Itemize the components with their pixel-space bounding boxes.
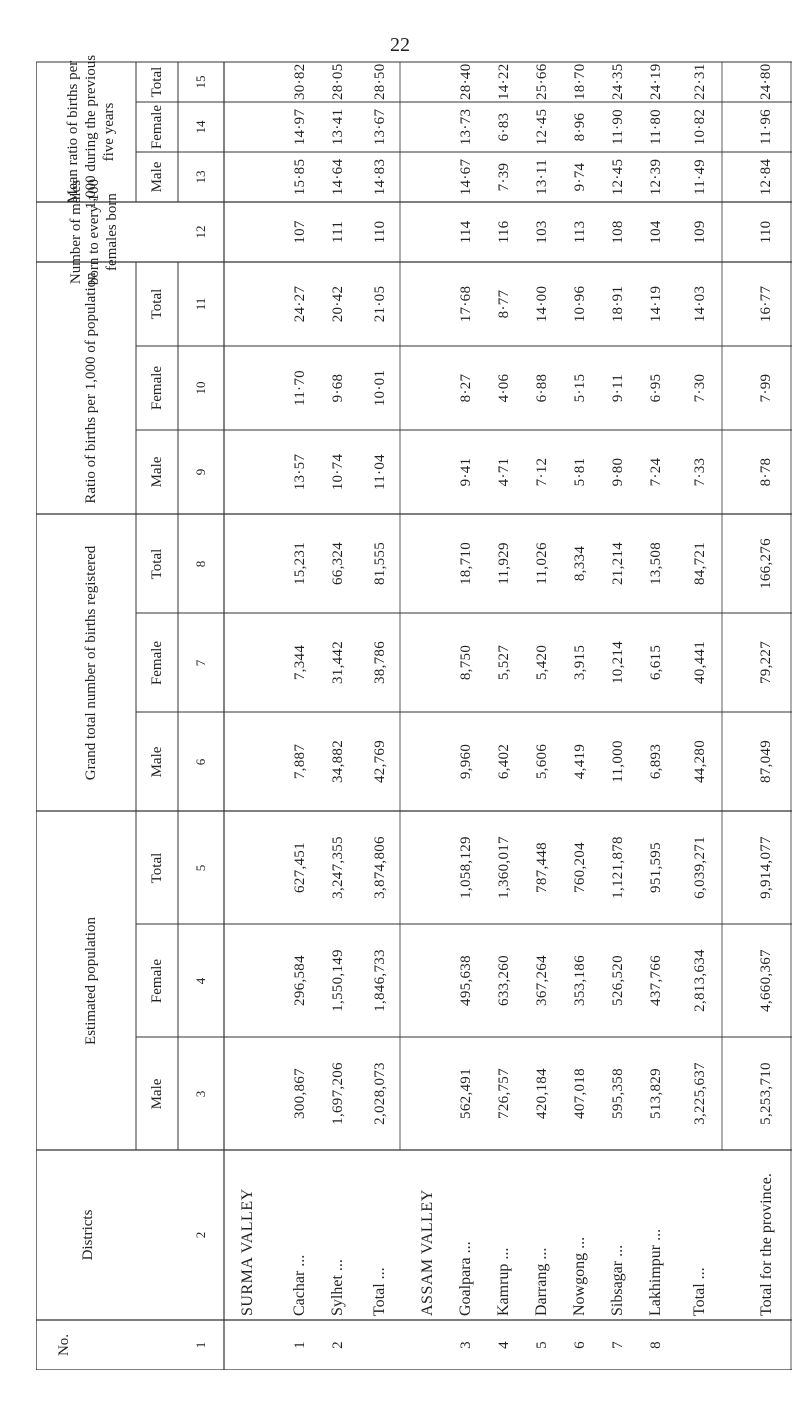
table-cell: 12·45 [534,108,550,146]
table-cell: 8·78 [758,457,774,487]
table-cell: 108 [610,220,626,244]
column-label: Female [149,104,165,150]
table-cell: 31,442 [330,640,346,685]
table-cell: 11·96 [758,109,774,145]
row-number: 5 [534,1341,550,1349]
header-mean-ratio: Mean ratio of births per 1,000 during the previous five years [65,54,117,210]
table-cell: 367,264 [534,955,550,1006]
table-cell: 5,606 [534,743,550,780]
row-number: 2 [330,1341,346,1349]
table-cell: 5·15 [572,373,588,403]
table-cell: 18,710 [458,541,474,586]
district-name: Sylhet ... [329,1259,346,1316]
table-cell: 24·80 [758,63,774,100]
district-name: ASSAM VALLEY [419,1189,436,1316]
table-cell: 28·40 [458,63,474,100]
table-cell: 12·45 [610,158,626,196]
district-name: Goalpara ... [457,1241,474,1316]
table-cell: 30·82 [292,63,308,100]
column-number: 14 [193,120,208,134]
table-cell: 13·67 [372,108,388,146]
table-cell: 951,595 [648,842,664,893]
table-cell: 166,276 [758,538,774,589]
table-cell: 11,000 [610,740,626,783]
row-number: 1 [292,1341,308,1349]
district-name: Kamrup ... [495,1247,512,1316]
district-name: Total for the province. [757,1173,775,1316]
table-cell: 9·11 [610,373,626,403]
table-cell: 8,750 [458,644,474,681]
table-cell: 103 [534,220,550,244]
header-estimated-population: Estimated population [83,916,99,1045]
table-cell: 18·70 [572,63,588,100]
column-label: Male [149,161,165,193]
column-number: 1 [193,1341,208,1349]
table-cell: 6,039,271 [692,836,708,899]
table-cell: 40,441 [692,640,708,685]
table-cell: 5,420 [534,644,550,681]
table-cell: 12·84 [758,158,774,196]
table-cell: 627,451 [292,842,308,893]
column-number: 6 [193,758,208,765]
table-cell: 14·22 [496,63,512,100]
table-cell: 6·88 [534,373,550,403]
table-cell: 7·39 [496,162,512,192]
district-name: Darrang ... [533,1247,550,1316]
table-cell: 5,253,710 [758,1062,774,1125]
table-cell: 8,334 [572,545,588,582]
column-label: Total [149,852,165,883]
column-label: Female [149,365,165,411]
table-cell: 7·12 [534,457,550,487]
table-cell: 116 [496,220,512,244]
table-cell: 11,026 [534,542,550,585]
table-cell: 10·74 [330,453,346,491]
column-number: 12 [193,225,208,239]
table-cell: 12·39 [648,158,664,196]
table-cell: 1,550,149 [330,949,346,1012]
table-cell: 18·91 [610,285,626,323]
statement-title [10,96,34,1336]
table-cell: 11·49 [692,159,708,195]
table-cell: 1,058,129 [458,836,474,899]
column-label: Total [149,66,165,98]
table-cell: 20·42 [330,285,346,323]
table-cell: 113 [572,220,588,244]
table-cell: 2,813,634 [692,949,708,1012]
table-cell: 1,846,733 [372,949,388,1012]
table-cell: 513,829 [648,1068,664,1119]
column-number: 5 [193,864,208,871]
table-cell: 760,204 [572,842,588,893]
table-cell: 84,721 [692,541,708,586]
table-cell: 9·74 [572,162,588,192]
column-label: Male [149,746,165,777]
table-cell: 437,766 [648,955,664,1006]
table-cell: 4·71 [496,457,512,487]
table-cell: 114 [458,220,474,244]
district-name: SURMA VALLEY [239,1188,256,1316]
table-cell: 562,491 [458,1068,474,1119]
table-cell: 7,887 [292,743,308,780]
table-cell: 3,915 [572,644,588,681]
table-cell: 1,697,206 [330,1062,346,1125]
table-cell: 34,882 [330,739,346,784]
table-cell: 42,769 [372,739,388,784]
table-cell: 300,867 [292,1068,308,1119]
table-cell: 87,049 [758,739,774,784]
table-cell: 3,247,355 [330,836,346,899]
district-name: Cachar ... [291,1254,308,1316]
table-cell: 1,360,017 [496,836,512,899]
district-name: Nowgong ... [571,1236,588,1316]
table-cell: 9,914,077 [758,836,774,899]
table-cell: 6·95 [648,373,664,403]
table-cell: 8·77 [496,289,512,319]
table-cell: 495,638 [458,955,474,1006]
table-cell: 15,231 [292,541,308,586]
table-cell: 79,227 [758,640,774,685]
column-number: 13 [193,170,208,184]
table-cell: 22·31 [692,63,708,100]
row-number: 3 [458,1341,474,1349]
table-cell: 7·33 [692,457,708,487]
row-number: 8 [648,1341,664,1349]
table-cell: 111 [330,220,346,244]
table-cell: 21·05 [372,285,388,323]
table-cell: 110 [372,220,388,244]
table-cell: 14·19 [648,285,664,323]
table-cell: 28·50 [372,63,388,100]
column-number: 7 [193,659,208,666]
column-number: 3 [193,1090,208,1097]
table-cell: 81,555 [372,541,388,586]
table-cell: 6,893 [648,743,664,780]
table-cell: 420,184 [534,1068,550,1119]
table-cell: 9·41 [458,457,474,487]
column-number: 10 [193,381,208,395]
district-name: Total ... [691,1267,708,1316]
column-label: Total [149,288,165,320]
table-cell: 11·70 [292,370,308,406]
table-cell: 8·96 [572,112,588,142]
table-cell: 787,448 [534,842,550,893]
table-cell: 13·41 [330,108,346,146]
table-cell: 4,419 [572,743,588,780]
table-cell: 14·67 [458,158,474,196]
column-number: 9 [193,468,208,476]
header-ratio-births: Ratio of births per 1,000 of population [83,272,99,504]
statement-title-text [10,1312,34,1336]
table-cell: 13,508 [648,541,664,586]
table-cell: 11·04 [372,454,388,490]
table-cell: 9·68 [330,373,346,403]
table-cell: 24·27 [292,285,308,323]
header-males-per-100: Number of males born to every 100 females born [68,178,120,286]
table-cell: 13·11 [534,159,550,195]
column-number: 4 [193,977,208,984]
column-number: 15 [193,75,208,89]
column-label: Total [149,548,165,579]
table-cell: 14·03 [692,285,708,323]
table-cell: 14·00 [534,285,550,323]
table-cell: 7·24 [648,457,664,487]
table-cell: 3,225,637 [692,1062,708,1125]
column-number: 2 [193,1231,208,1239]
table-cell: 10·82 [692,108,708,146]
table-cell: 28·05 [330,63,346,100]
table-cell: 38,786 [372,640,388,685]
row-number: 4 [496,1341,512,1349]
table-cell: 25·66 [534,63,550,100]
column-number: 8 [193,560,208,567]
table-cell: 17·68 [458,285,474,323]
table-cell: 7·30 [692,373,708,403]
table-cell: 5,527 [496,644,512,681]
table-cell: 104 [648,220,664,244]
table-cell: 110 [758,220,774,244]
table-cell: 21,214 [610,541,626,586]
table-cell: 14·97 [292,108,308,146]
table-cell: 526,520 [610,955,626,1006]
table-cell: 296,584 [292,955,308,1006]
table-cell: 13·57 [292,453,308,491]
table-cell: 6,615 [648,644,664,681]
table-cell: 15·85 [292,158,308,196]
table-cell: 24·35 [610,63,626,100]
district-name: Lakhimpur ... [647,1228,664,1316]
table-cell: 6·83 [496,112,512,142]
row-number: 6 [572,1341,588,1349]
table-cell: 107 [292,220,308,244]
row-number: 7 [610,1341,626,1349]
births-statement-table [36,52,792,1370]
header-no: No. [56,1333,72,1357]
table-cell: 633,260 [496,955,512,1006]
table-cell: 14·64 [330,158,346,196]
column-label: Male [149,456,165,488]
table-cell: 2,028,073 [372,1062,388,1125]
table-cell: 9,960 [458,743,474,780]
table-cell: 109 [692,220,708,244]
table-cell: 13·73 [458,108,474,146]
table-cell: 6,402 [496,743,512,780]
table-cell: 7,344 [292,644,308,681]
header-districts: Districts [80,1209,96,1261]
table-cell: 5·81 [572,457,588,487]
column-label: Male [149,1078,165,1109]
table-cell: 24·19 [648,63,664,100]
table-cell: 14·83 [372,158,388,196]
page-number: 22 [390,34,410,56]
district-name: Sibsagar ... [609,1244,626,1316]
table-cell: 66,324 [330,541,346,586]
table-cell: 7·99 [758,373,774,403]
table-cell: 353,186 [572,955,588,1006]
table-cell: 16·77 [758,285,774,323]
district-name: Total ... [371,1267,388,1316]
table-cell: 10,214 [610,640,626,685]
table-cell: 595,358 [610,1068,626,1119]
table-cell: 407,018 [572,1068,588,1119]
table-cell: 9·80 [610,457,626,487]
table-cell: 11·90 [610,109,626,145]
table-grid [36,52,792,1370]
table-cell: 8·27 [458,373,474,403]
table-cell: 3,874,806 [372,836,388,899]
table-cell: 726,757 [496,1068,512,1119]
column-label: Female [149,958,165,1003]
column-label: Female [149,640,165,685]
table-cell: 11,929 [496,542,512,585]
table-cell: 44,280 [692,739,708,784]
table-cell: 4·06 [496,373,512,403]
table-cell: 10·96 [572,285,588,323]
table-cell: 4,660,367 [758,949,774,1012]
table-cell: 11·80 [648,109,664,145]
column-number: 11 [193,297,208,311]
table-cell: 10·01 [372,369,388,407]
header-grand-total: Grand total number of births registered [83,545,99,780]
table-cell: 1,121,878 [610,836,626,899]
